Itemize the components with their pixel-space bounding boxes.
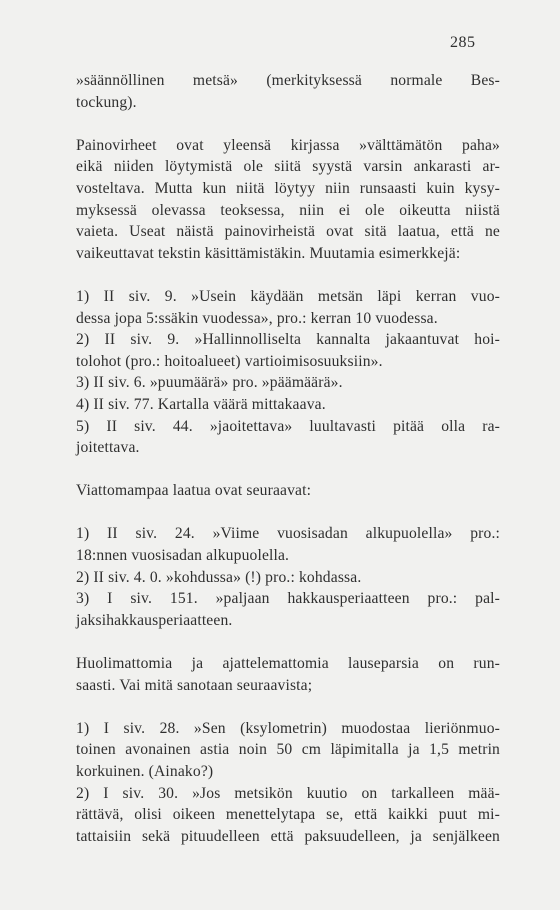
- text-line: vaikeuttavat tekstin käsittämistäkin. Muutamia esimerkkejä:: [76, 244, 461, 262]
- text-line: vosteltava. Mutta kun niitä löytyy niin runsaasti kuin kysy-: [76, 179, 500, 197]
- text-line: 1) II siv. 24. »Viime vuosisadan alkupuolella» pro.:: [76, 525, 500, 543]
- text-line: jaksihakkausperiaatteen.: [76, 611, 233, 629]
- page-number: 285: [450, 34, 476, 51]
- text-line: Huolimattomia ja ajattelemattomia lauseparsia on run-: [76, 655, 500, 673]
- text-line: tattaisiin sekä pituudelleen että paksuudelleen, ja senjälkeen: [76, 827, 500, 845]
- paragraph-gap: [76, 696, 500, 718]
- text-line: Painovirheet ovat yleensä kirjassa »välttämätön paha»: [76, 136, 500, 154]
- text-line: 2) II siv. 4. 0. »kohdussa» (!) pro.: kohdassa.: [76, 568, 362, 586]
- text-line: tolohot (pro.: hoitoalueet) vartioimisosuuksiin».: [76, 352, 383, 370]
- text-line: 18:nnen vuosisadan alkupuolella.: [76, 547, 290, 565]
- text-line: tockung).: [76, 93, 137, 111]
- paragraph-gap: [76, 631, 500, 653]
- text-line: 1) I siv. 28. »Sen (ksylometrin) muodostaa lieriönmuo-: [76, 719, 500, 737]
- text-line: vaieta. Useat näistä painovirheistä ovat sitä laatua, että ne: [76, 223, 500, 241]
- text-line: joitettava.: [76, 439, 140, 457]
- paragraph-gap: [76, 459, 500, 481]
- text-line: myksessä olevassa teoksessa, niin ei ole oikeutta niistä: [76, 201, 500, 219]
- text-line: 3) II siv. 6. »puumäärä» pro. »päämäärä».: [76, 374, 343, 392]
- text-line: 4) II siv. 77. Kartalla väärä mittakaava.: [76, 395, 326, 413]
- text-line: 3) I siv. 151. »paljaan hakkausperiaatteen pro.: pal-: [76, 590, 500, 608]
- text-line: 2) II siv. 9. »Hallinnolliselta kannalta jakaantuvat hoi-: [76, 331, 500, 349]
- paragraph-gap: [76, 502, 500, 524]
- body-text: [76, 70, 500, 847]
- text-line: korkuinen. (Ainako?): [76, 763, 214, 780]
- text-line: rättävä, olisi oikeen menettelytapa se, että kaikki puut mi-: [76, 806, 500, 824]
- text-line: 5) II siv. 44. »jaoitettava» luultavasti pitää olla ra-: [76, 417, 500, 435]
- text-line: eikä niiden löytymistä ole siitä syystä varsin ankarasti ar-: [76, 158, 500, 176]
- text-line: »säännöllinen metsä» (merkityksessä normale Bes-: [76, 72, 500, 89]
- text-line: dessa jopa 5:ssäkin vuodessa», pro.: kerran 10 vuodessa.: [76, 309, 438, 327]
- paragraph-gap: [76, 264, 500, 286]
- text-line: saasti. Vai mitä sanotaan seuraavista;: [76, 676, 313, 694]
- text-line: 2) I siv. 30. »Jos metsikön kuutio on tarkalleen mää-: [76, 784, 500, 802]
- text-line: toinen avonainen astia noin 50 cm läpimitalla ja 1,5 metrin: [76, 741, 500, 759]
- text-line: Viattomampaa laatua ovat seuraavat:: [76, 482, 312, 500]
- text-line: 1) II siv. 9. »Usein käydään metsän läpi kerran vuo-: [76, 287, 500, 305]
- paragraph-gap: [76, 113, 500, 135]
